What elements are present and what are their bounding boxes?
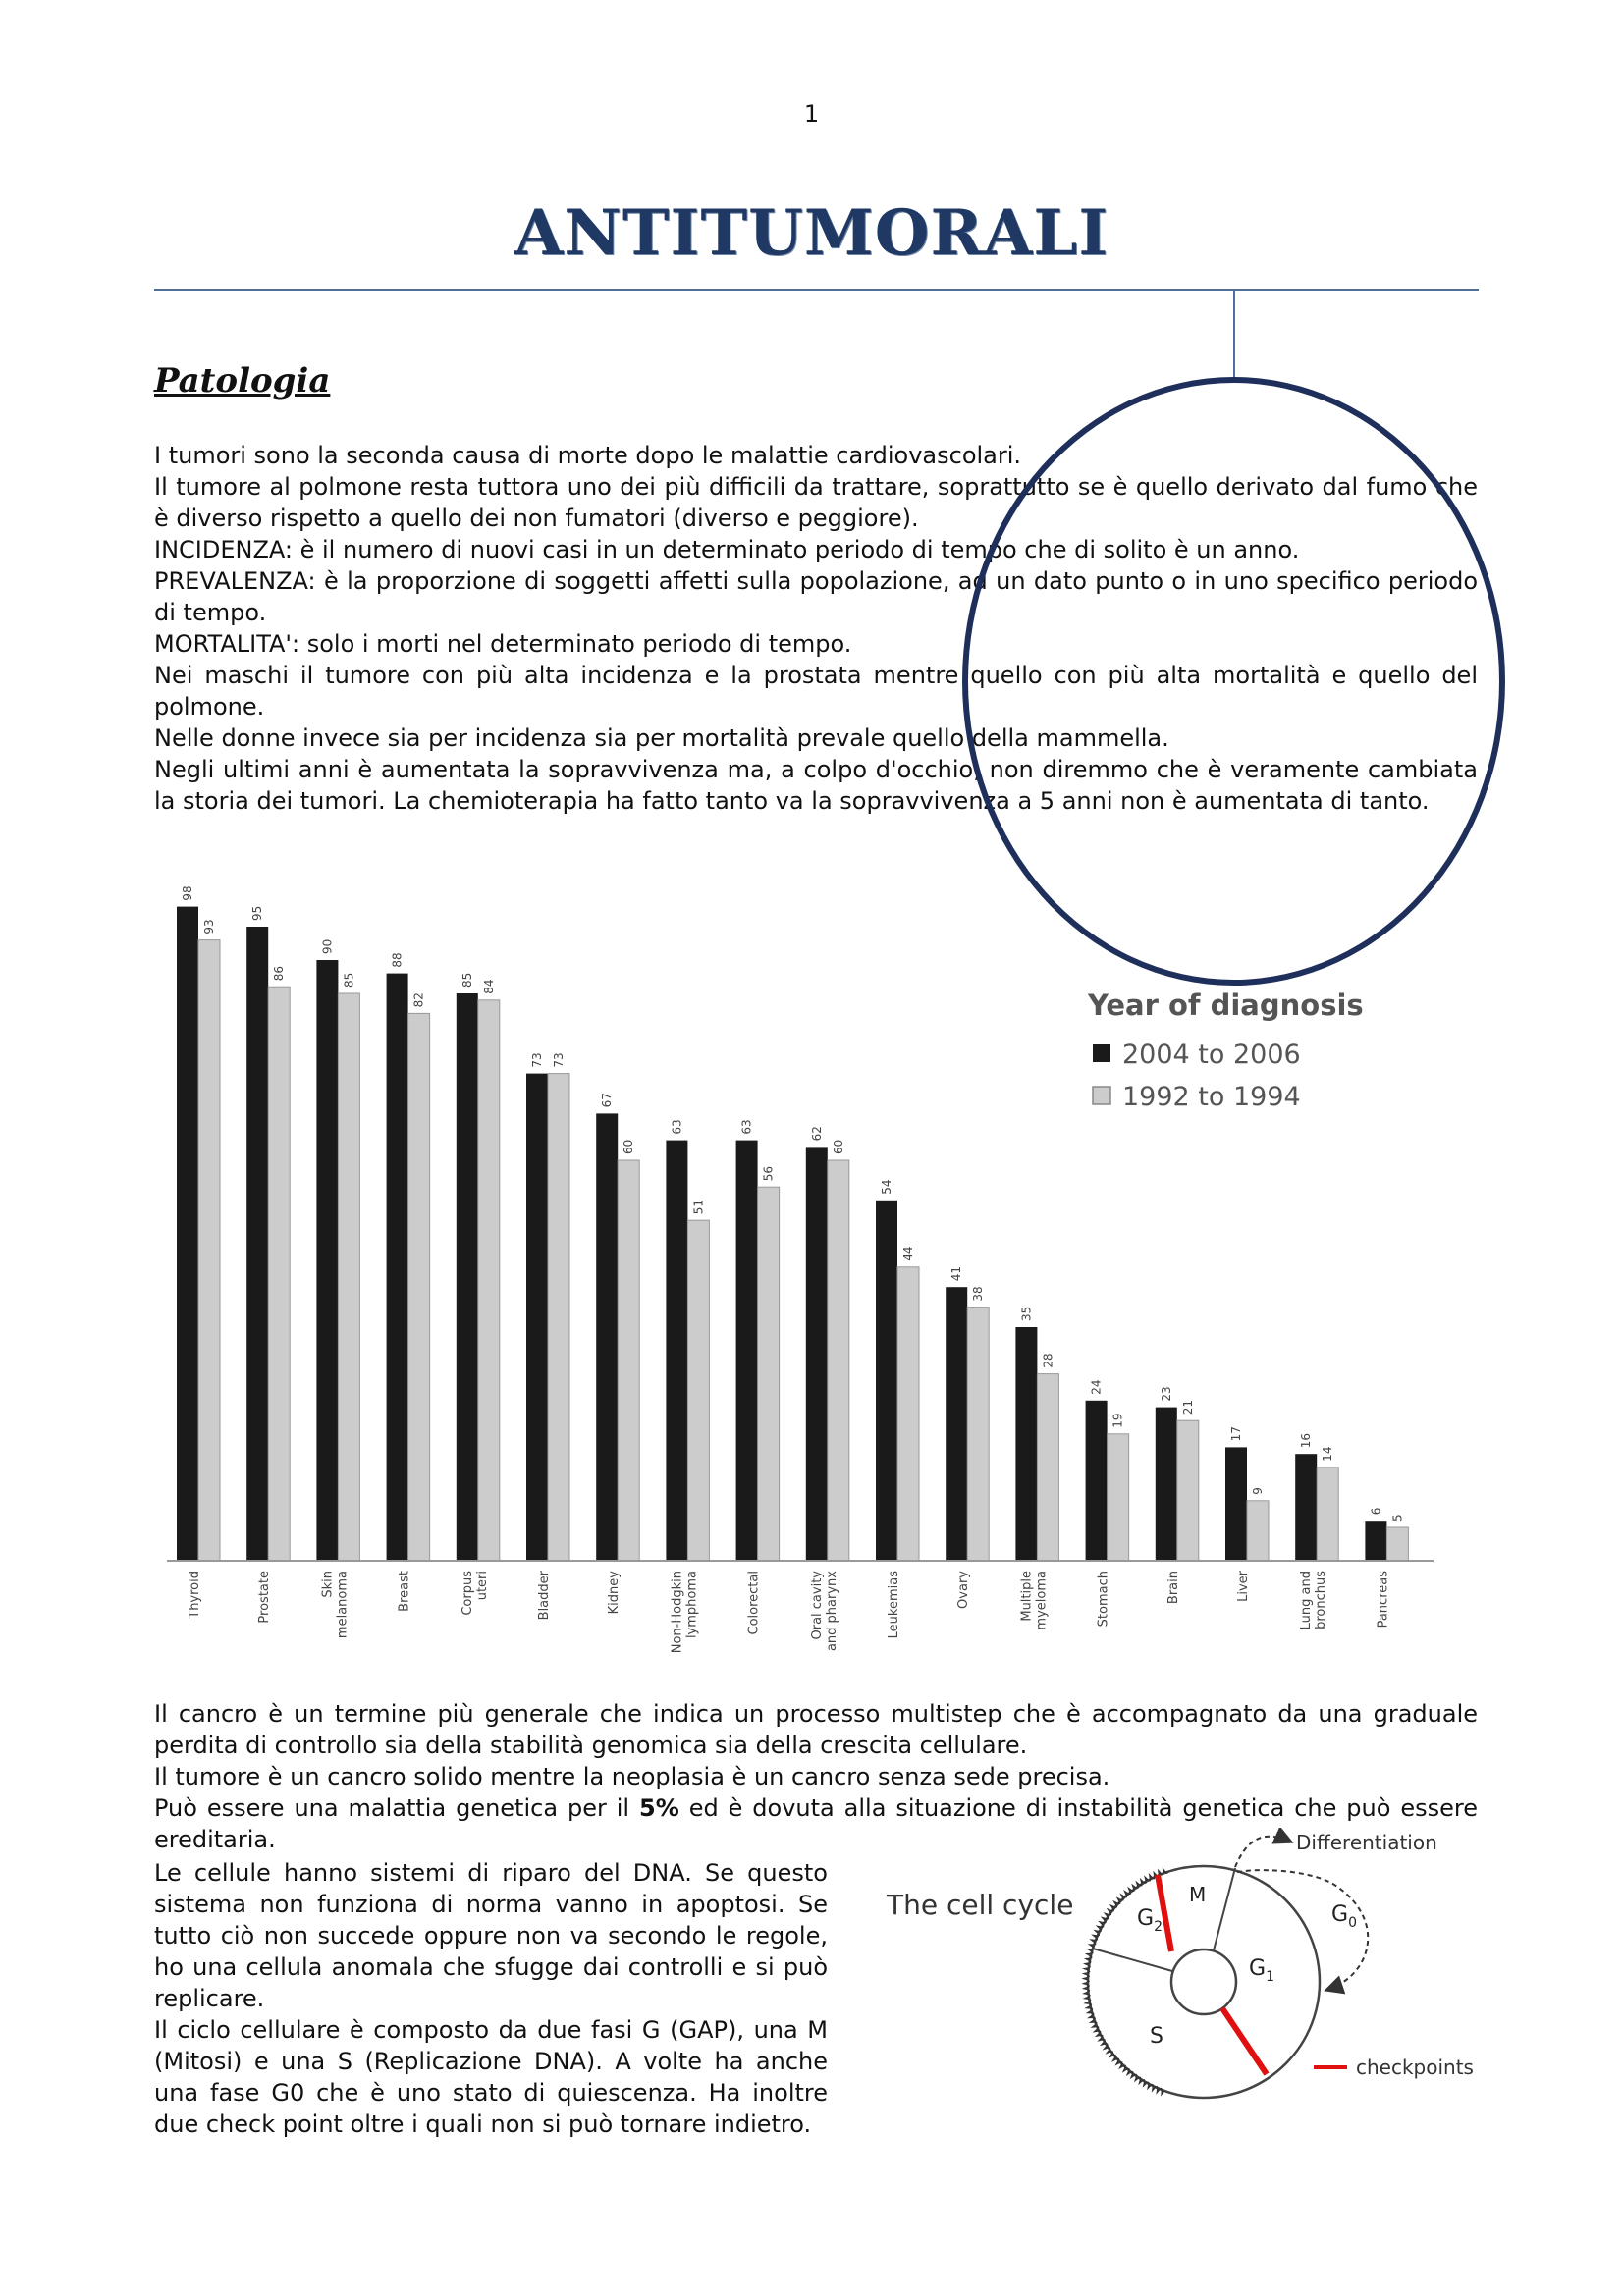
category-label: Multiple [1019,1571,1035,1622]
category-label: Non-Hodgkin [670,1571,685,1654]
cell-cycle-title: The cell cycle [887,1889,1074,1921]
divider-g2-s [1093,1949,1172,1971]
bar-recent [806,1147,828,1561]
category-label: and pharynx [824,1571,839,1652]
bar-value-label: 60 [622,1139,636,1154]
bar-value-label: 9 [1251,1487,1265,1495]
paragraph: INCIDENZA: è il numero di nuovi casi in un determinato periodo di tempo che di solito è un anno. [154,536,1300,563]
category-label: Stomach [1096,1571,1111,1628]
category-label: bronchus [1314,1571,1329,1629]
bar-earlier [897,1267,919,1561]
bar-earlier [198,940,220,1561]
bar-earlier [1247,1501,1269,1561]
callout-connector-line [1233,289,1235,379]
paragraph: Le cellule hanno sistemi di riparo del DNA. Se questo sistema non funziona di norma vanno in apoptosi. Se tutto ciò non succede oppure non va secondo le regole, ho una cellula anomala che sfugge dai controlli e si può replicare. [154,1859,828,2012]
legend-label-recent: 2004 to 2006 [1122,1040,1301,1070]
category-label: Liver [1236,1571,1251,1602]
phase-label-g0: $G_0$ [1331,1902,1357,1931]
bar-recent [1295,1454,1317,1561]
bar-value-label: 6 [1369,1507,1383,1516]
bar-value-label: 60 [831,1139,845,1154]
paragraph: Il tumore è un cancro solido mentre la neoplasia è un cancro senza sede precisa. [154,1763,1110,1790]
category-label: Leukemias [887,1571,901,1639]
side-text [154,1857,828,2140]
paragraph: PREVALENZA: è la proporzione di soggetti affetti sulla popolazione, ad un dato punto o in uno specifico periodo di tempo. [154,567,1478,626]
bar-value-label: 73 [530,1052,544,1068]
bar-value-label: 35 [1019,1306,1034,1321]
page-title: ANTITUMORALI [514,196,1109,270]
bar-earlier [408,1013,430,1561]
bar-earlier [1037,1374,1058,1561]
bar-value-label: 16 [1299,1432,1314,1449]
s-phase-wavy-edge [1084,1869,1168,2094]
bar-value-label: 38 [971,1286,986,1302]
phase-label-s: S [1150,2024,1163,2049]
bar-recent [526,1074,548,1561]
legend-swatch-earlier [1093,1087,1110,1104]
bar-recent [1225,1447,1247,1561]
bar-recent [1086,1401,1108,1561]
bar-earlier [1108,1434,1129,1561]
bar-value-label: 54 [880,1179,893,1195]
survival-bar-chart [147,883,1443,1669]
category-label: uteri [474,1571,490,1601]
title-underline-rule [154,289,1479,291]
bar-value-label: 84 [481,979,496,994]
paragraph: Il cancro è un termine più generale che indica un processo multistep che è accompagnato da una graduale perdita di controllo sia della stabilità genomica sia della crescita cellulare. [154,1700,1478,1759]
bar-earlier [268,987,290,1561]
bar-value-label: 19 [1110,1413,1125,1428]
bar-recent [387,974,408,1561]
chart-category-labels [188,1570,1390,1653]
paragraph: Nei maschi il tumore con più alta incidenza e la prostata mentre quello con più alta mortalità e quello del polmone. [154,662,1478,721]
legend-title: Year of diagnosis [1088,988,1364,1022]
page-number: 1 [803,100,820,128]
category-label: Prostate [257,1571,273,1624]
bar-recent [246,927,268,1561]
bar-recent [457,993,478,1561]
emphasis: 5% [639,1794,679,1822]
category-label: Pancreas [1376,1571,1391,1629]
category-label: lymphoma [684,1571,700,1639]
phase-label-g2: $G_2$ [1137,1906,1163,1935]
bar-value-label: 95 [250,905,265,921]
bar-recent [736,1141,758,1561]
bar-value-label: 73 [552,1052,566,1068]
category-label: Colorectal [746,1571,762,1635]
category-label: Lung and [1299,1571,1315,1630]
bar-earlier [758,1187,780,1561]
category-label: Ovary [956,1571,972,1609]
checkpoints-legend-label: checkpoints [1356,2056,1474,2079]
paragraph: MORTALITA': solo i morti nel determinato periodo di tempo. [154,630,852,658]
chart-bars [177,885,1408,1561]
bar-value-label: 63 [739,1119,754,1135]
paragraph: Negli ultimi anni è aumentata la sopravvivenza ma, a colpo d'occhio, non diremmo che è veramente cambiata la storia dei tumori. La chemioterapia ha fatto tanto va la sopravvivenza a 5 anni non è aumentata di tanto. [154,756,1478,815]
bar-value-label: 5 [1390,1514,1405,1522]
bar-value-label: 41 [949,1265,964,1282]
paragraph: Nelle donne invece sia per incidenza sia per mortalità prevale quello della mammella. [154,724,1169,752]
category-label: Thyroid [188,1571,202,1619]
bar-value-label: 28 [1041,1353,1055,1368]
bar-value-label: 85 [342,972,356,988]
bar-value-label: 88 [390,952,405,968]
bar-recent [177,907,198,1561]
category-label: Brain [1165,1571,1181,1605]
bar-earlier [967,1308,989,1561]
chart-legend [1087,988,1364,1112]
bar-recent [316,960,338,1561]
bar-value-label: 14 [1321,1446,1335,1462]
category-label: Breast [397,1571,412,1612]
bar-value-label: 21 [1180,1399,1195,1415]
category-label: Corpus [460,1571,475,1616]
bar-value-label: 93 [202,919,216,934]
category-label: Bladder [537,1571,552,1621]
divider-m-g1 [1214,1868,1235,1950]
bar-earlier [1386,1527,1408,1561]
category-label: Skin [320,1571,336,1598]
bar-value-label: 90 [320,938,335,954]
bar-value-label: 62 [809,1126,824,1142]
bar-value-label: 23 [1159,1386,1173,1402]
bar-earlier [828,1160,849,1561]
bar-recent [876,1201,897,1561]
bar-earlier [478,1000,500,1561]
legend-swatch-recent [1093,1044,1110,1062]
bar-value-label: 98 [181,885,194,901]
bar-recent [666,1141,687,1561]
category-label: melanoma [335,1571,351,1639]
bar-recent [1365,1521,1386,1561]
bar-value-label: 17 [1229,1426,1243,1442]
checkpoint-g1-s [1222,2008,1267,2074]
bar-value-label: 63 [670,1119,684,1135]
category-label: myeloma [1034,1571,1050,1630]
bar-earlier [687,1220,709,1561]
paragraph: Il tumore al polmone resta tuttora uno dei più difficili da trattare, soprattutto se è quello derivato dal fumo che è diverso rispetto a quello dei non fumatori (diverso e peggiore). [154,473,1478,532]
bar-earlier [1317,1468,1338,1561]
differentiation-label: Differentiation [1296,1831,1437,1854]
bar-value-label: 51 [691,1199,706,1215]
phase-label-m: M [1189,1883,1207,1906]
bar-recent [1015,1327,1037,1561]
checkpoint-g2-m [1158,1875,1171,1951]
bar-value-label: 82 [411,992,426,1008]
paragraph: I tumori sono la seconda causa di morte dopo le malattie cardiovascolari. [154,442,1022,469]
paragraph: Il ciclo cellulare è composto da due fasi G (GAP), una M (Mitosi) e una S (Replicazione DNA). A volte ha anche una fase G0 che è uno stato di quiescenza. Ha inoltre due check point oltre i quali non si può tornare indietro. [154,2016,828,2138]
bar-value-label: 67 [600,1093,615,1108]
bar-earlier [548,1074,569,1561]
paragraph: Può essere una malattia genetica per il 5% ed è dovuta alla situazione di instabilità genetica che può essere ereditaria. [154,1794,1478,1853]
differentiation-arrow [1235,1837,1290,1867]
bar-value-label: 56 [761,1165,776,1182]
bar-recent [596,1113,618,1561]
bar-value-label: 86 [272,965,287,982]
legend-label-earlier: 1992 to 1994 [1122,1082,1301,1112]
bar-earlier [338,993,359,1561]
bar-value-label: 44 [901,1246,915,1261]
bar-earlier [618,1160,639,1561]
bar-value-label: 24 [1089,1379,1104,1395]
category-label: Oral cavity [809,1571,825,1640]
phase-label-g1: $G_1$ [1249,1956,1274,1985]
section-title: Patologia [154,361,331,400]
bar-recent [946,1287,967,1561]
cell-cycle-inner-ring [1171,1949,1236,2014]
bar-recent [1156,1408,1177,1561]
bar-value-label: 85 [460,972,474,988]
bar-earlier [1177,1420,1199,1561]
cell-cycle-diagram [876,1828,1504,2122]
category-label: Kidney [607,1571,622,1615]
